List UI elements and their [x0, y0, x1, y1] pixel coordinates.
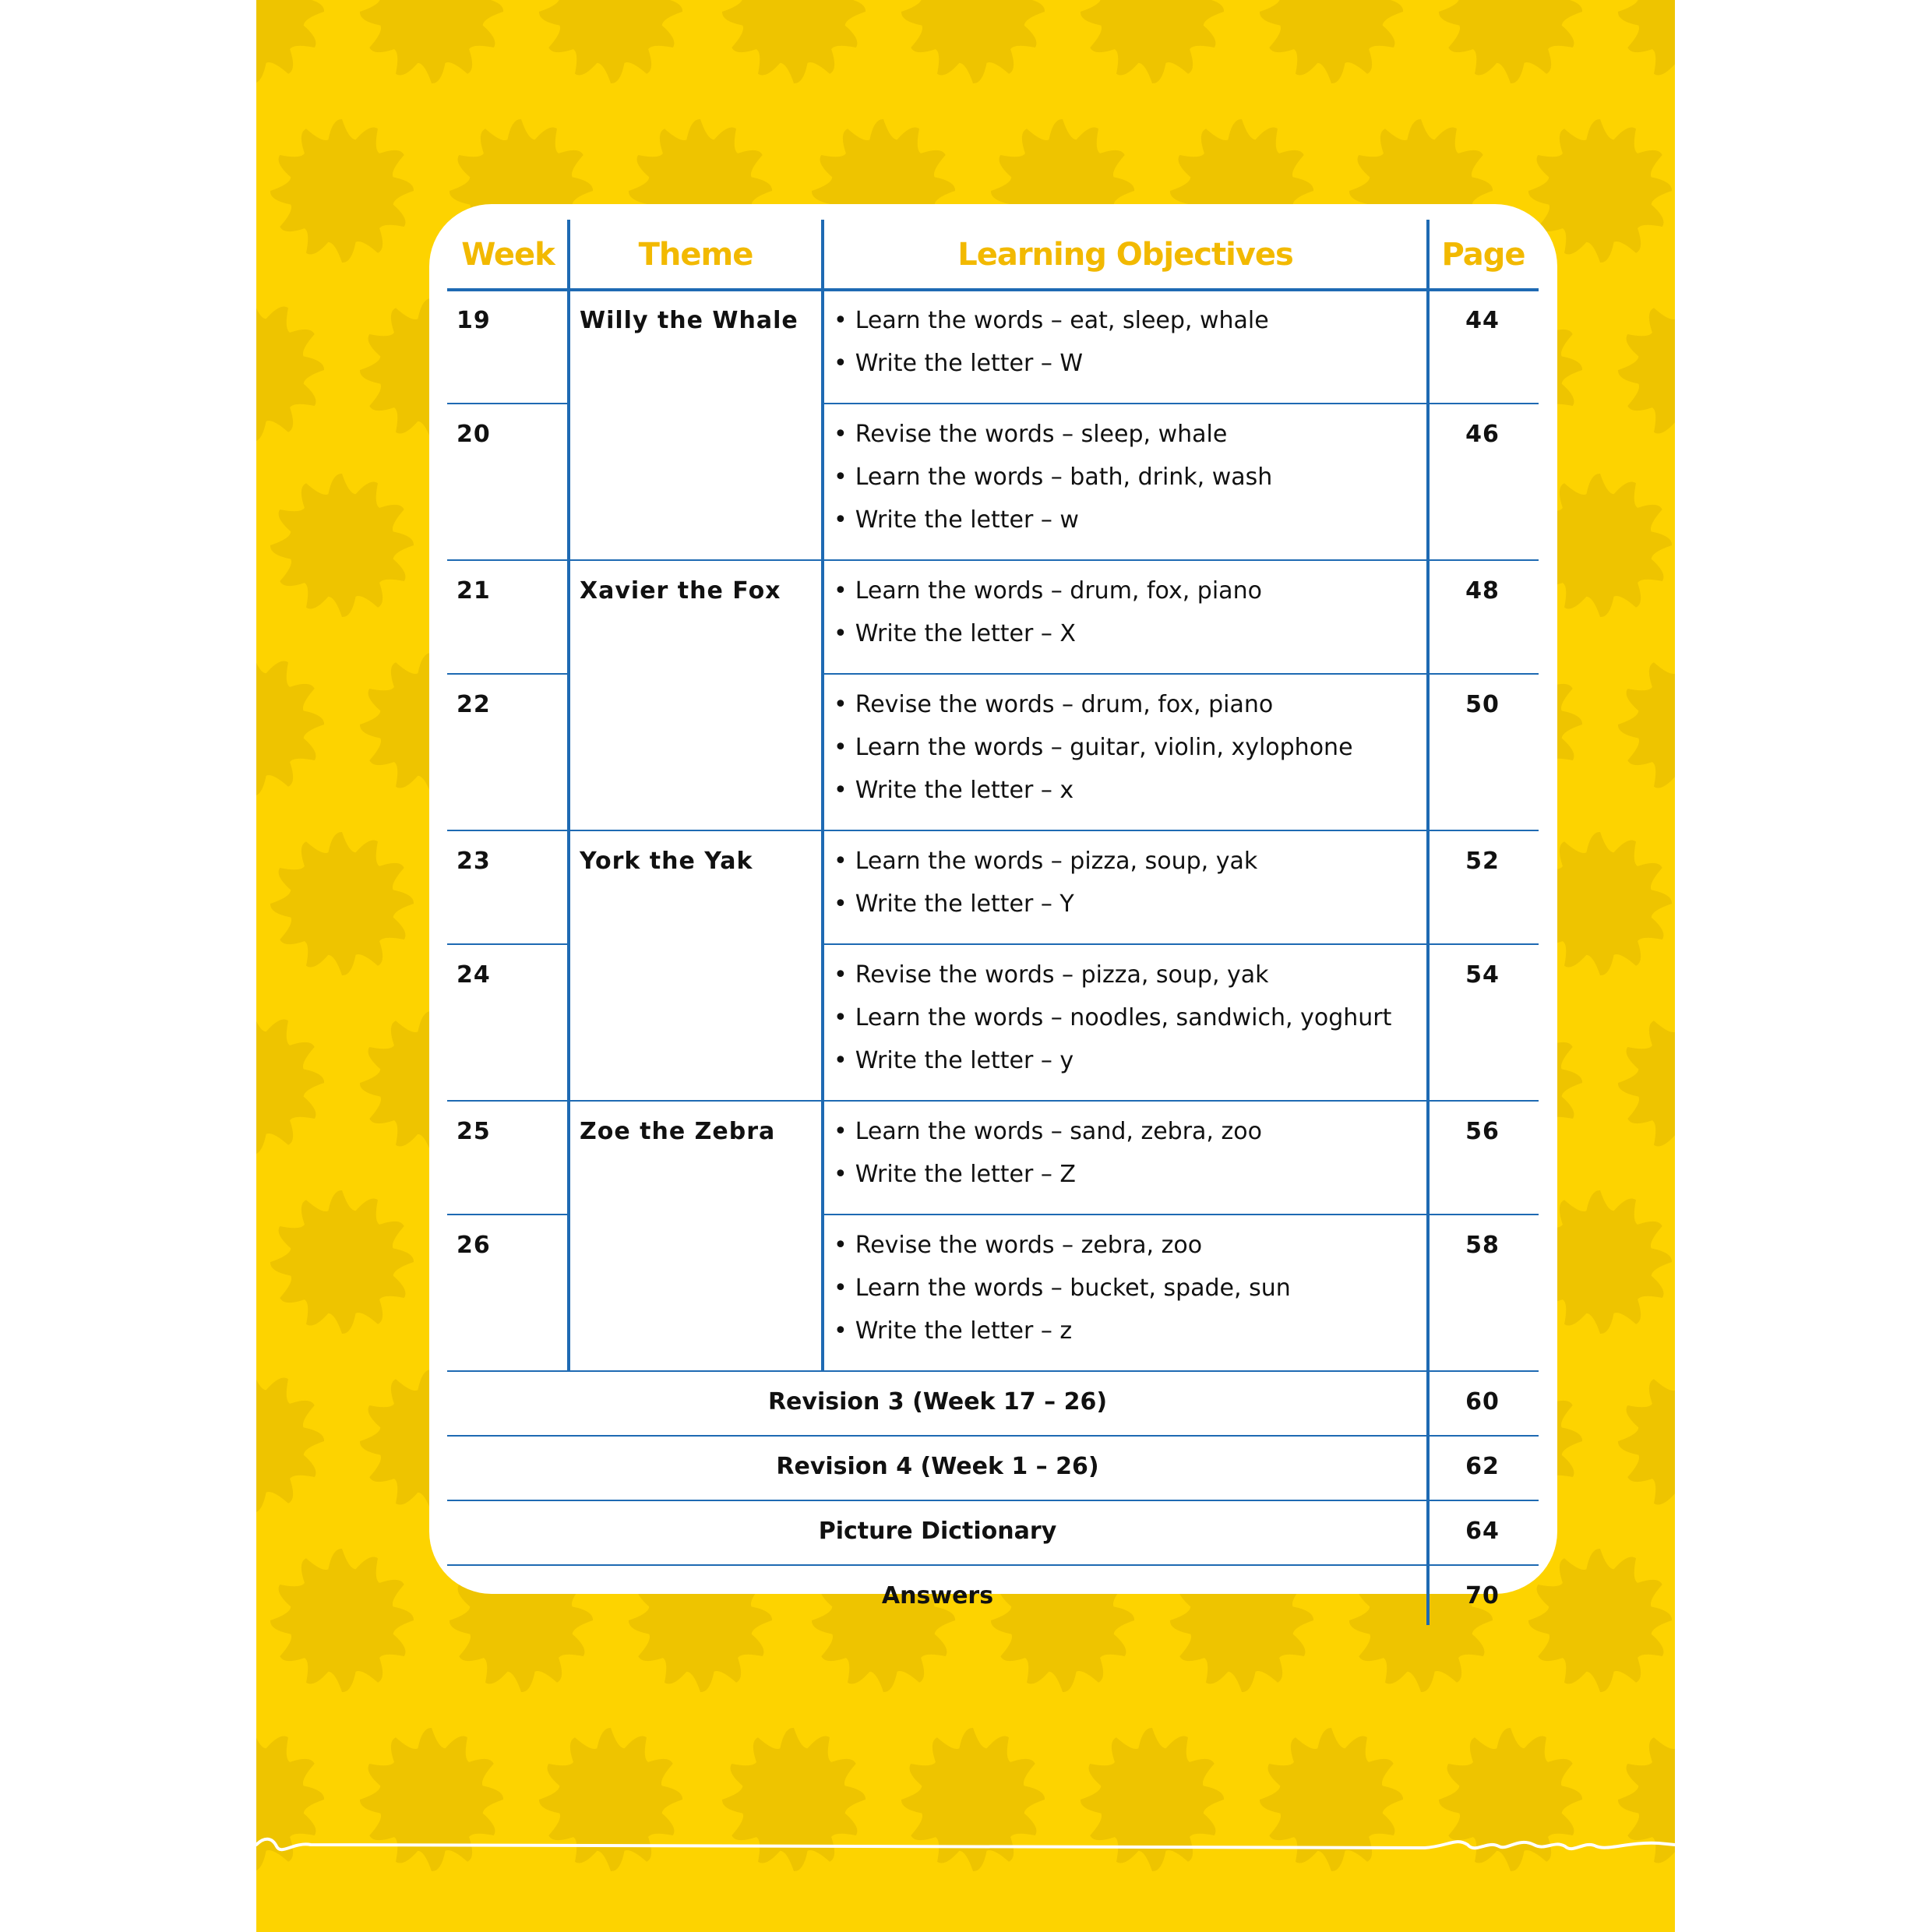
extra-row-label: Revision 3 (Week 17 – 26) [767, 1388, 1108, 1416]
flower-shape [1618, 298, 1675, 442]
flower-shape [539, 0, 682, 83]
column-divider [821, 220, 824, 1371]
objectives-list [834, 848, 1257, 933]
objective-item: • Revise the words – drum, fox, piano [834, 691, 1353, 734]
flower-shape [360, 0, 503, 83]
row-divider [447, 673, 569, 675]
objectives-list [834, 1232, 1291, 1360]
week-number: 20 [457, 421, 491, 448]
objective-item: • Learn the words – sand, zebra, zoo [834, 1118, 1262, 1161]
week-number: 22 [457, 691, 491, 718]
week-number: 24 [457, 961, 491, 989]
row-divider [447, 1100, 1539, 1102]
contents-table [447, 220, 1539, 1609]
page-number: 52 [1465, 848, 1500, 875]
week-number: 21 [457, 577, 491, 605]
flower-shape [1260, 0, 1403, 83]
objective-item: • Write the letter – Z [834, 1161, 1262, 1204]
header-learning-objectives: Learning Objectives [957, 237, 1293, 273]
theme-name: Willy the Whale [580, 307, 799, 334]
header-page: Page [1441, 237, 1525, 273]
row-divider [447, 943, 569, 945]
objectives-list [834, 1118, 1262, 1204]
flower-shape [1618, 653, 1675, 796]
column-divider [567, 220, 570, 1371]
objectives-list [834, 421, 1272, 549]
extra-row-label: Picture Dictionary [818, 1518, 1057, 1545]
objective-item: • Write the letter – Y [834, 890, 1257, 933]
header-theme: Theme [638, 237, 753, 273]
workbook-page [256, 0, 1675, 1932]
row-divider [447, 1370, 1539, 1372]
objectives-list [834, 691, 1353, 820]
flower-shape [256, 298, 324, 442]
column-divider [1426, 220, 1430, 1625]
objective-item: • Learn the words – guitar, violin, xylophone [834, 734, 1353, 777]
flower-shape [270, 832, 414, 975]
extra-row-label: Answers [881, 1582, 994, 1609]
flower-shape [270, 474, 414, 617]
row-divider [823, 1214, 1539, 1215]
objective-item: • Learn the words – eat, sleep, whale [834, 307, 1269, 350]
week-number: 25 [457, 1118, 491, 1145]
week-number: 26 [457, 1232, 491, 1259]
page-number: 50 [1465, 691, 1500, 718]
objective-item: • Write the letter – z [834, 1317, 1291, 1360]
objective-item: • Revise the words – zebra, zoo [834, 1232, 1291, 1274]
week-number: 19 [457, 307, 491, 334]
row-divider [447, 559, 1539, 561]
flower-shape [1439, 0, 1582, 83]
header-divider [447, 288, 1539, 291]
objective-item: • Write the letter – w [834, 506, 1272, 549]
flower-shape [722, 0, 866, 83]
row-divider [447, 830, 1539, 831]
flower-shape [1618, 0, 1675, 83]
objectives-list [834, 961, 1391, 1090]
flower-shape [270, 1549, 414, 1692]
objective-item: • Revise the words – sleep, whale [834, 421, 1272, 464]
objective-item: • Learn the words – bath, drink, wash [834, 464, 1272, 506]
header-week: Week [461, 237, 555, 273]
extra-row-page: 62 [1465, 1453, 1500, 1480]
objective-item: • Learn the words – drum, fox, piano [834, 577, 1262, 620]
page-number: 54 [1465, 961, 1500, 989]
row-divider [447, 403, 569, 404]
row-divider [447, 1214, 569, 1215]
objective-item: • Learn the words – pizza, soup, yak [834, 848, 1257, 890]
theme-name: Xavier the Fox [580, 577, 781, 605]
flower-shape [256, 1011, 324, 1155]
flower-shape [1528, 1549, 1672, 1692]
flower-shape [256, 1370, 324, 1513]
objective-item: • Revise the words – pizza, soup, yak [834, 961, 1391, 1004]
extra-row-label: Revision 4 (Week 1 – 26) [776, 1453, 1099, 1480]
objective-item: • Write the letter – x [834, 777, 1353, 820]
week-number: 23 [457, 848, 491, 875]
flower-shape [270, 1190, 414, 1334]
flower-shape [901, 0, 1045, 83]
row-divider [447, 1435, 1539, 1437]
theme-name: York the Yak [580, 848, 753, 875]
flower-shape [1618, 1011, 1675, 1155]
flower-shape [270, 119, 414, 263]
page-number: 56 [1465, 1118, 1500, 1145]
extra-row-page: 64 [1465, 1518, 1500, 1545]
objective-item: • Write the letter – y [834, 1047, 1391, 1090]
flower-shape [1618, 1370, 1675, 1513]
row-divider [823, 943, 1539, 945]
flower-shape [1081, 0, 1224, 83]
flower-shape [256, 653, 324, 796]
extra-row-page: 60 [1465, 1388, 1500, 1416]
row-divider [447, 1564, 1539, 1566]
extra-row-page: 70 [1465, 1582, 1500, 1609]
row-divider [823, 673, 1539, 675]
page-number: 44 [1465, 307, 1500, 334]
row-divider [823, 403, 1539, 404]
flower-shape [256, 0, 324, 83]
page-number: 46 [1465, 421, 1500, 448]
objective-item: • Learn the words – bucket, spade, sun [834, 1274, 1291, 1317]
objective-item: • Write the letter – W [834, 350, 1269, 393]
objective-item: • Learn the words – noodles, sandwich, yoghurt [834, 1004, 1391, 1047]
objectives-list [834, 307, 1269, 393]
page-number: 48 [1465, 577, 1500, 605]
theme-name: Zoe the Zebra [580, 1118, 776, 1145]
row-divider [447, 1500, 1539, 1501]
page-number: 58 [1465, 1232, 1500, 1259]
objective-item: • Write the letter – X [834, 620, 1262, 663]
squiggle-line [256, 1823, 1675, 1870]
objectives-list [834, 577, 1262, 663]
